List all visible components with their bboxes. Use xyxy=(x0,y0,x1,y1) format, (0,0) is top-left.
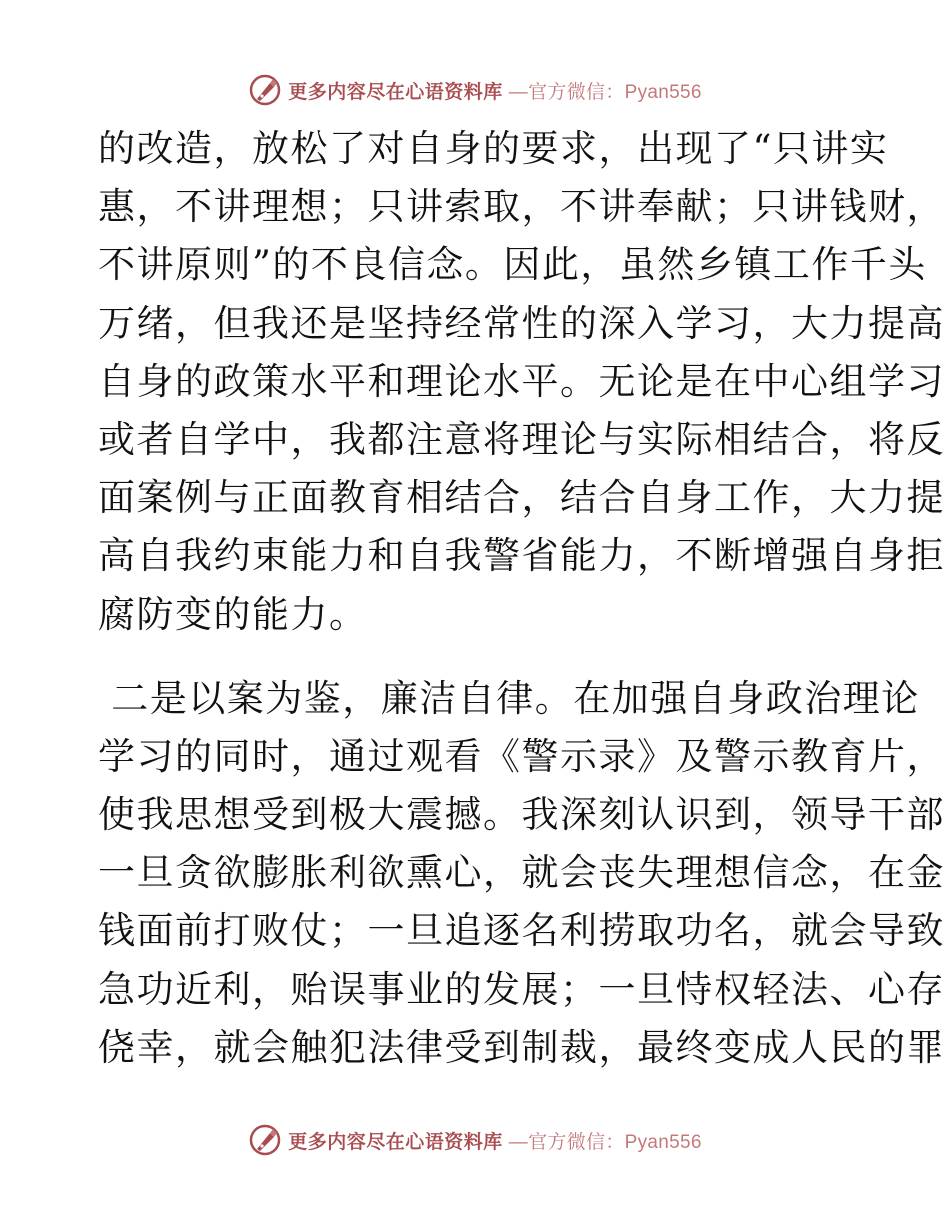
footer-banner xyxy=(0,1120,950,1160)
text-line: 面案例与正面教育相结合，结合自身工作，大力提 xyxy=(98,476,945,520)
paragraph-2 xyxy=(98,670,945,1077)
footer-wechat-text: —官方微信：Pyan556 xyxy=(508,1131,702,1153)
text-line: 腐防变的能力。 xyxy=(98,592,368,636)
text-line: 惠，不讲理想；只讲索取，不讲奉献；只讲钱财， xyxy=(98,185,945,229)
header-promo-text: 更多内容尽在心语资料库 xyxy=(288,80,503,103)
text-line: 急功近利，贻误事业的发展；一旦恃权轻法、心存 xyxy=(98,967,945,1011)
text-line: 的改造，放松了对自身的要求，出现了“只讲实 xyxy=(98,127,889,170)
pen-nib-logo-icon xyxy=(248,73,282,107)
text-line: 高自我约束能力和自我警省能力，不断增强自身拒 xyxy=(98,534,945,578)
footer-promo-text: 更多内容尽在心语资料库 xyxy=(288,1130,503,1153)
header-banner xyxy=(0,70,950,110)
text-line: 或者自学中，我都注意将理论与实际相结合，将反 xyxy=(98,417,945,461)
text-line: 钱面前打败仗；一旦追逐名利捞取功名，就会导致 xyxy=(98,909,945,953)
text-line: 使我思想受到极大震撼。我深刻认识到，领导干部 xyxy=(98,793,945,837)
document-body xyxy=(98,120,945,1077)
text-line: 侥幸，就会触犯法律受到制裁，最终变成人民的罪 xyxy=(98,1025,945,1069)
text-line: 万绪，但我还是坚持经常性的深入学习，大力提高 xyxy=(98,301,945,345)
paragraph-1 xyxy=(98,120,945,644)
text-line: 自身的政策水平和理论水平。无论是在中心组学习 xyxy=(98,359,945,403)
header-wechat-text: —官方微信：Pyan556 xyxy=(508,81,702,103)
text-line: 不讲原则”的不良信念。因此，虽然乡镇工作千头 xyxy=(98,243,927,287)
text-line: 一旦贪欲膨胀利欲熏心，就会丧失理想信念，在金 xyxy=(98,851,945,895)
text-line: 学习的同时，通过观看《警示录》及警示教育片， xyxy=(98,734,945,778)
text-line: 二是以案为鉴，廉洁自律。在加强自身政治理论 xyxy=(98,676,920,720)
paragraph-gap xyxy=(98,644,850,670)
pen-nib-logo-icon xyxy=(248,1123,282,1157)
